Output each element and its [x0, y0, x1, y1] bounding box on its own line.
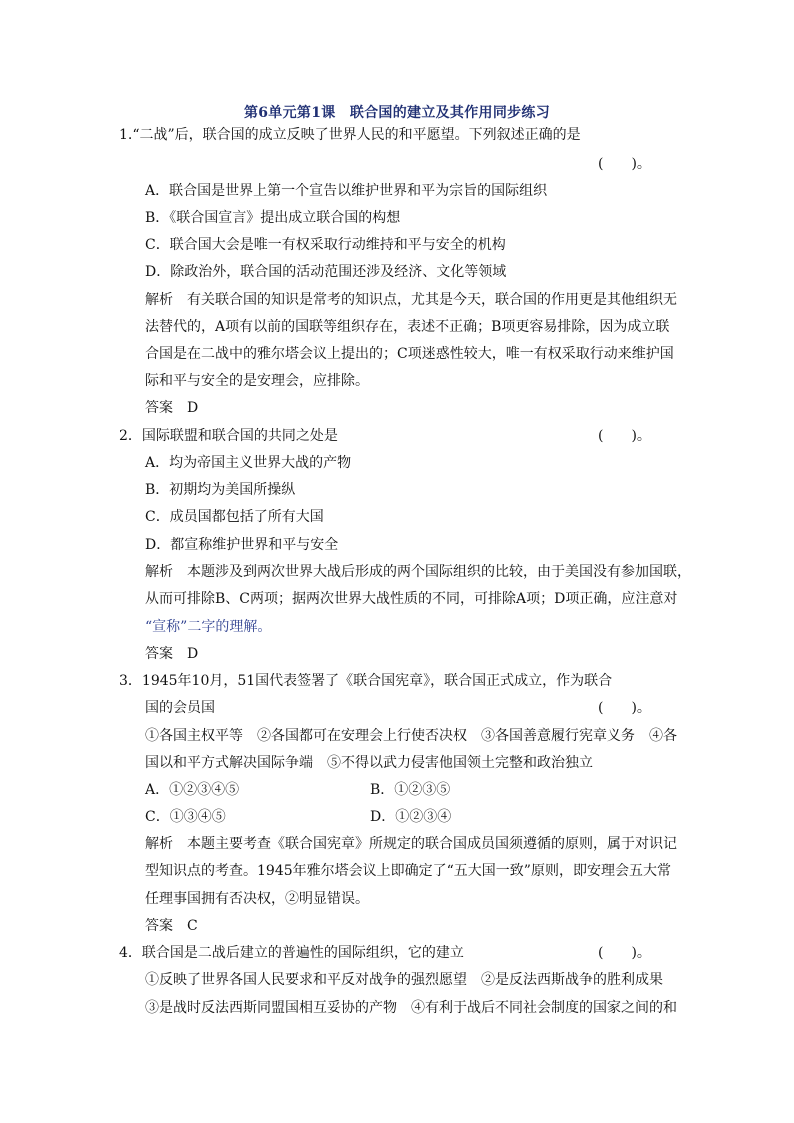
question-3-option-d: D．①②③④	[370, 809, 452, 825]
question-3-option-a: A．①②③④⑤	[145, 782, 240, 798]
question-2-answer: 答案 D	[145, 646, 199, 662]
question-3-analysis-line: 型知识点的考查。1945年雅尔塔会议上即确定了“五大国一致”原则，即安理会五大常	[145, 863, 671, 879]
question-2-option-a: A．均为帝国主义世界大战的产物	[145, 455, 352, 471]
question-3-option-c: C．①③④⑤	[145, 809, 226, 825]
question-3-stem-continued: 国的会员国	[145, 700, 215, 716]
question-2-answer-blank: ( )。	[598, 428, 651, 444]
question-1-answer-blank: ( )。	[598, 156, 651, 172]
question-2-stem: 2．国际联盟和联合国的共同之处是	[119, 428, 338, 444]
question-1-stem: 1.“二战”后，联合国的成立反映了世界人民的和平愿望。下列叙述正确的是	[119, 127, 581, 143]
question-4-stem: 4．联合国是二战后建立的普遍性的国际组织，它的建立	[119, 945, 464, 961]
question-2-analysis-line: “宣称”二字的理解。	[145, 619, 272, 635]
question-3-stem: 3．1945年10月，51国代表签署了《联合国宪章》，联合国正式成立，作为联合	[119, 673, 613, 689]
question-3-items-line: 国以和平方式解决国际争端 ⑤不得以武力侵害他国领土完整和政治独立	[145, 755, 593, 771]
question-3-answer-blank: ( )。	[598, 700, 651, 716]
question-2-option-b: B．初期均为美国所操纵	[145, 482, 296, 498]
page-title: 第6单元第1课 联合国的建立及其作用同步练习	[243, 105, 551, 121]
question-2-option-d: D．都宣称维护世界和平与安全	[145, 537, 339, 553]
question-3-analysis-line: 解析 本题主要考查《联合国宪章》所规定的联合国成员国须遵循的原则，属于对识记	[145, 836, 677, 852]
question-1-option-d: D．除政治外，联合国的活动范围还涉及经济、文化等领域	[145, 264, 507, 280]
question-3-option-b: B．①②③⑤	[370, 782, 451, 798]
question-4-items-line: ①反映了世界各国人民要求和平反对战争的强烈愿望 ②是反法西斯战争的胜利成果	[145, 972, 663, 988]
question-2-option-c: C．成员国都包括了所有大国	[145, 509, 324, 525]
question-3-analysis-line: 任理事国拥有否决权，②明显错误。	[145, 891, 369, 907]
question-1-analysis-line: 解析 有关联合国的知识是常考的知识点，尤其是今天，联合国的作用更是其他组织无	[145, 292, 677, 308]
question-1-analysis-line: 合国是在二战中的雅尔塔会议上提出的；C项迷惑性较大，唯一有权采取行动来维护国	[145, 346, 674, 362]
question-3-items-line: ①各国主权平等 ②各国都可在安理会上行使否决权 ③各国善意履行宪章义务 ④各	[145, 728, 677, 744]
question-1-option-b: B．《联合国宣言》提出成立联合国的构想	[145, 210, 401, 226]
question-1-option-c: C．联合国大会是唯一有权采取行动维持和平与安全的机构	[145, 237, 506, 253]
question-2-analysis-line: 从而可排除B、C两项；据两次世界大战性质的不同，可排除A项；D项正确，应注意对	[145, 591, 678, 607]
question-1-analysis-line: 法替代的，A项有以前的国联等组织存在，表述不正确；B项更容易排除，因为成立联	[145, 319, 670, 335]
question-2-analysis-line: 解析 本题涉及到两次世界大战后形成的两个国际组织的比较，由于美国没有参加国联，	[145, 564, 691, 580]
question-4-items-line: ③是战时反法西斯同盟国相互妥协的产物 ④有利于战后不同社会制度的国家之间的和	[145, 1000, 677, 1016]
question-1-analysis-line: 际和平与安全的是安理会，应排除。	[145, 373, 369, 389]
question-4-answer-blank: ( )。	[598, 945, 651, 961]
question-3-answer: 答案 C	[145, 918, 198, 934]
question-1-answer: 答案 D	[145, 400, 199, 416]
question-1-option-a: A．联合国是世界上第一个宣告以维护世界和平为宗旨的国际组织	[145, 183, 548, 199]
